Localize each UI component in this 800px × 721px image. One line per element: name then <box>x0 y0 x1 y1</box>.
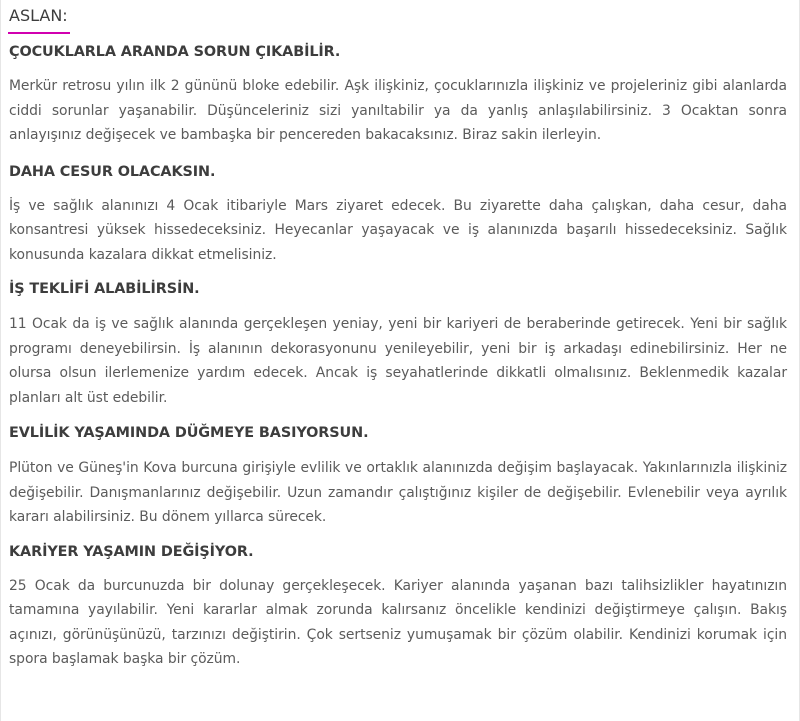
sign-heading: ASLAN: <box>9 6 68 25</box>
section-title: EVLİLİK YAŞAMINDA DÜĞMEYE BASIYORSUN. <box>9 425 369 441</box>
section-paragraph: Plüton ve Güneş'in Kova burcuna girişiyle evlilik ve ortaklık alanınızda değişim başlayacak. Yakınlarınızla ilişkiniz değişebilir. Danışmanlarınız değişebilir. Uzun zamandır çalıştığınız kişiler de değişebilir. Evlenebilir veya ayrılık kararı alabilirsiniz. Bu dönem yıllarca sürecek. <box>9 460 787 525</box>
article-content <box>1 0 799 672</box>
section-title: İŞ TEKLİFİ ALABİLİRSİN. <box>9 281 200 297</box>
section-title: ÇOCUKLARLA ARANDA SORUN ÇIKABİLİR. <box>9 44 341 60</box>
section-paragraph: 11 Ocak da iş ve sağlık alanında gerçekleşen yeniay, yeni bir kariyeri de beraberinde getirecek. Yeni bir sağlık programı deneyebilirsin. İş alanının dekorasyonunu yenileyebilir, yeni bir iş arkadaşı edinebilirsiniz. Her ne olursa olsun ilerlemenize yardım edecek. Ancak iş seyahatlerinde dikkatli olmalısınız. Beklenmedik kazalar planları alt üst edebilir. <box>9 316 787 406</box>
sign-heading-underline <box>8 32 70 34</box>
sign-header <box>9 0 787 34</box>
section-paragraph: İş ve sağlık alanınızı 4 Ocak itibariyle Mars ziyaret edecek. Bu ziyarette daha çalışkan, daha cesur, daha konsantresi yüksek hissedeceksiniz. Heyecanlar yaşayacak ve iş alanınızda başarılı hissedeceksiniz. Sağlık konusunda kazalara dikkat etmelisiniz. <box>9 197 787 263</box>
section-title: DAHA CESUR OLACAKSIN. <box>9 163 216 180</box>
section-title: KARİYER YAŞAMIN DEĞİŞİYOR. <box>9 543 254 560</box>
section-paragraph: Merkür retrosu yılın ilk 2 gününü bloke edebilir. Aşk ilişkiniz, çocuklarınızla ilişkiniz ve projeleriniz gibi alanlarda ciddi sorunlar yaşanabilir. Düşünceleriniz sizi yanıltabilir ya da yanlış anlaşılabilirsiniz. 3 Ocaktan sonra anlayışınız değişecek ve bambaşka bir pencereden bakacaksınız. Biraz sakin ilerleyin. <box>9 78 787 143</box>
section-paragraph: 25 Ocak da burcunuzda bir dolunay gerçekleşecek. Kariyer alanında yaşanan bazı talihsizlikler hayatınızın tamamına yayılabilir. Yeni kararlar almak zorunda kalırsanız öncelikle kendinizi değiştirmeye çalışın. Bakış açınızı, görünüşünüzü, tarzınızı değiştirin. Çok sertseniz yumuşamak bir çözüm olabilir. Kendinizi korumak için spora başlamak başka bir çözüm. <box>9 577 787 667</box>
